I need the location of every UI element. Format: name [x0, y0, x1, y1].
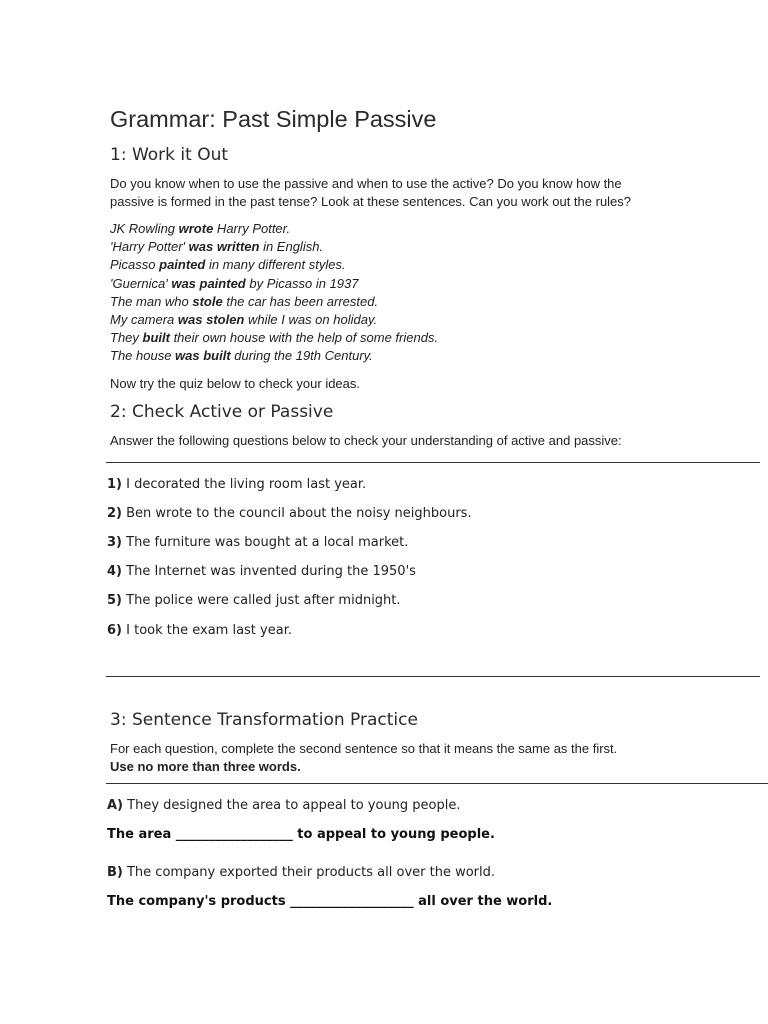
question-number: 2) [107, 506, 122, 521]
example-verb: was written [188, 239, 260, 255]
example-verb: painted [159, 257, 206, 273]
question-number: 5) [107, 593, 122, 608]
gap-sentence: The area __________________ to appeal to young people. [107, 827, 495, 842]
section1-outro: Now try the quiz below to check your ideas. [110, 376, 361, 391]
example-sentence [110, 275, 358, 293]
question-number: 3) [107, 535, 122, 550]
example-verb: was painted [171, 275, 246, 291]
page-title: Grammar: Past Simple Passive [110, 106, 437, 132]
question-text: I decorated the living room last year. [122, 477, 367, 492]
question-number: 4) [107, 564, 122, 579]
example-verb: built [142, 330, 170, 346]
divider [106, 783, 768, 784]
quiz-question [107, 593, 401, 608]
divider [106, 676, 760, 677]
example-text: They [110, 330, 143, 346]
section3-heading: 3: Sentence Transformation Practice [110, 710, 418, 730]
transformation-prompt [107, 865, 495, 880]
example-sentence [110, 329, 438, 347]
example-text: JK Rowling [110, 221, 179, 236]
example-text: 'Guernica' [110, 275, 172, 291]
example-text: My camera [110, 312, 178, 327]
item-label: A) [107, 798, 124, 813]
question-text: The police were called just after midnight. [122, 593, 401, 608]
example-sentence [110, 238, 323, 256]
example-text: by Picasso in 1937 [245, 275, 359, 291]
divider [106, 462, 760, 463]
example-text: Picasso [110, 257, 160, 273]
transformation-prompt [107, 798, 461, 813]
quiz-question [107, 506, 472, 521]
item-label: B) [107, 865, 123, 880]
section2-intro: Answer the following questions below to check your understanding of active and passive: [110, 433, 622, 448]
example-text: in many different styles. [205, 257, 346, 273]
example-sentence [110, 256, 346, 274]
example-text: during the 19th Century. [230, 348, 373, 364]
section2-heading: 2: Check Active or Passive [110, 402, 334, 422]
example-text: their own house with the help of some friends. [169, 330, 439, 346]
example-verb: wrote [178, 221, 214, 236]
example-verb: stole [192, 293, 223, 309]
item-text: The company exported their products all over the world. [122, 865, 496, 880]
item-text: They designed the area to appeal to young people. [123, 798, 461, 813]
section1-heading: 1: Work it Out [110, 145, 229, 165]
quiz-question [107, 564, 416, 579]
example-verb: was built [175, 348, 231, 364]
example-text: in English. [259, 239, 324, 255]
section3-instruction: Use no more than three words. [110, 759, 301, 774]
question-text: I took the exam last year. [122, 623, 292, 638]
example-text: the car has been arrested. [222, 293, 379, 309]
question-number: 1) [107, 477, 122, 492]
question-text: The furniture was bought at a local market. [122, 535, 409, 550]
example-sentence [110, 311, 377, 329]
question-number: 6) [107, 623, 122, 638]
example-text: while I was on holiday. [244, 312, 378, 327]
quiz-question [107, 535, 408, 550]
question-text: Ben wrote to the council about the noisy neighbours. [122, 506, 472, 521]
section1-intro-line1: Do you know when to use the passive and when to use the active? Do you know how the [110, 176, 622, 191]
example-sentence [110, 347, 373, 365]
gap-sentence: The company's products ___________________ all over the world. [107, 894, 553, 909]
example-sentence [110, 293, 378, 311]
example-verb: was stolen [177, 312, 245, 327]
section1-intro-line2: passive is formed in the past tense? Look at these sentences. Can you work out the rules? [110, 194, 632, 209]
example-text: 'Harry Potter' [110, 239, 189, 255]
example-text: Harry Potter. [213, 221, 291, 236]
section3-intro: For each question, complete the second sentence so that it means the same as the first. [110, 741, 618, 756]
example-sentence [110, 220, 290, 238]
question-text: The Internet was invented during the 1950's [122, 564, 416, 579]
section1-intro [110, 175, 670, 211]
quiz-question [107, 477, 366, 492]
quiz-question [107, 623, 292, 638]
example-text: The house [110, 348, 176, 364]
example-text: The man who [110, 293, 193, 309]
